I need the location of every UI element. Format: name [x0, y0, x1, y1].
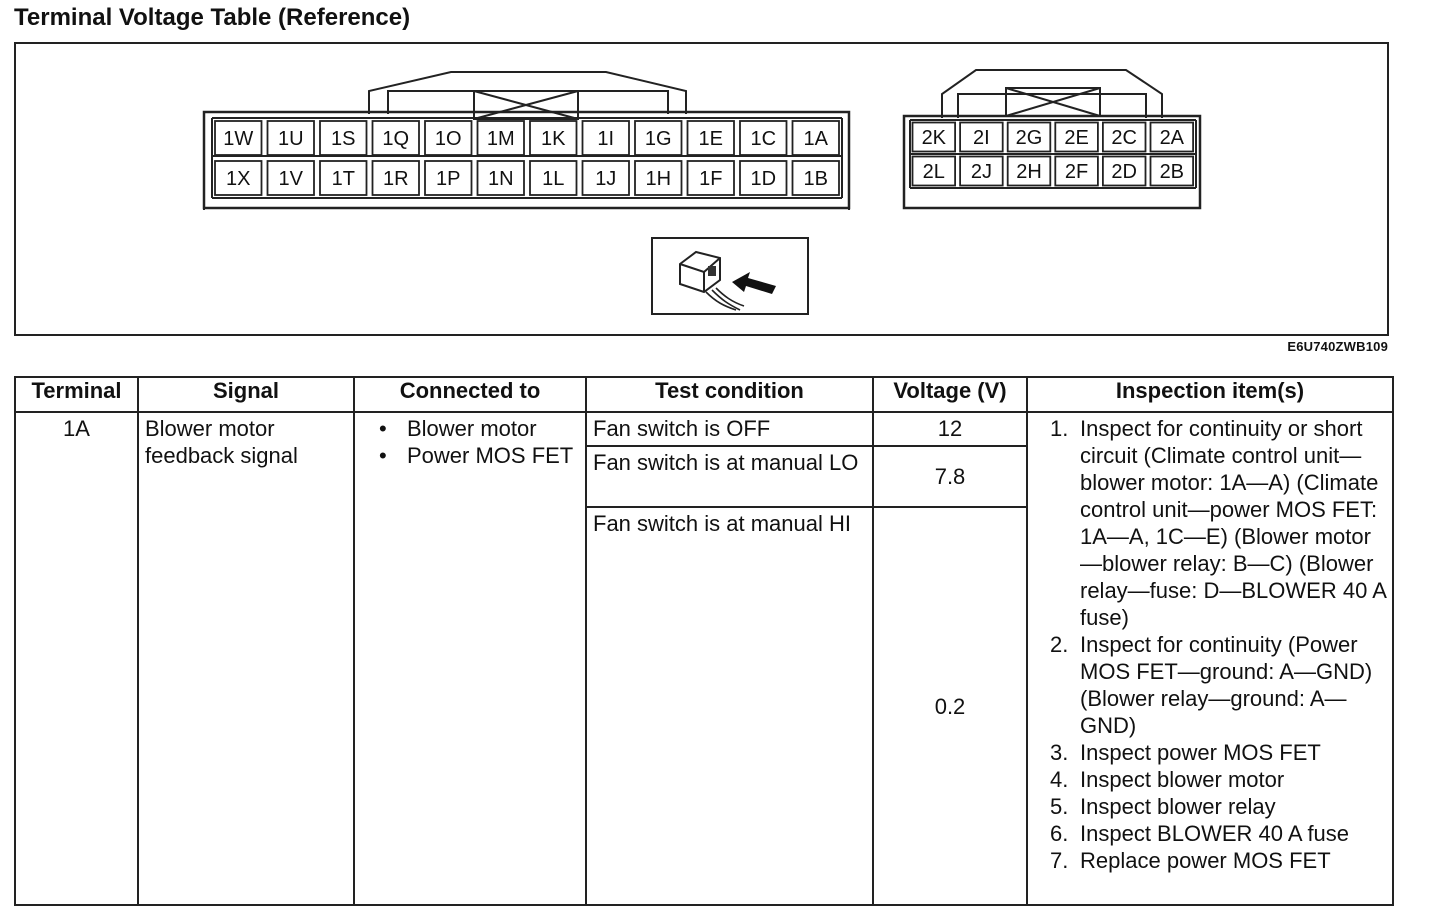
pin-label: 1H — [645, 168, 672, 190]
harness-view-icon — [652, 238, 808, 314]
test-condition-cell: Fan switch is OFF — [586, 412, 873, 446]
pin-label: 2E — [1064, 127, 1089, 149]
pin-label: 1U — [277, 128, 304, 150]
test-condition-cell: Fan switch is at manual HI — [586, 507, 873, 905]
pin-label: 2H — [1016, 161, 1042, 183]
pin-label: 1A — [803, 128, 828, 150]
pin-label: 2K — [921, 127, 947, 149]
pin-label: 1P — [436, 168, 461, 190]
pin-label: 1X — [226, 168, 251, 190]
pin-label: 1R — [382, 168, 409, 190]
inspection-cell — [1027, 412, 1393, 905]
pin-label: 1D — [750, 168, 777, 190]
pin-label: 1M — [486, 128, 515, 150]
pin-label: 2J — [970, 161, 992, 183]
page-title: Terminal Voltage Table (Reference) — [14, 4, 411, 31]
list-item: • Blower motor — [379, 415, 579, 442]
header-signal: Signal — [138, 377, 354, 412]
list-item: 5. Inspect blower relay — [1050, 794, 1276, 819]
connected-list — [361, 415, 579, 469]
pin-label: 1V — [278, 168, 303, 190]
pin-label: 1O — [434, 128, 462, 150]
pin-label: 2B — [1159, 161, 1185, 183]
voltage-cell: 0.2 — [873, 507, 1027, 905]
table-row — [15, 412, 1393, 446]
pin-label: 1S — [331, 128, 356, 150]
pin-label: 1I — [597, 128, 615, 150]
table-header-row — [15, 377, 1393, 412]
header-voltage: Voltage (V) — [873, 377, 1027, 412]
pin-label: 2D — [1111, 161, 1137, 183]
pin-label: 1F — [699, 168, 723, 190]
header-connected-to: Connected to — [354, 377, 586, 412]
list-item: • Power MOS FET — [379, 442, 579, 469]
list-item: 4. Inspect blower motor — [1050, 767, 1285, 792]
header-inspection-items: Inspection item(s) — [1027, 377, 1393, 412]
pin-label: 1G — [644, 128, 672, 150]
pin-label: 1W — [223, 128, 254, 150]
list-item: 1. Inspect for continuity or short circuit (Climate control unit—blower motor: 1A—A) (Climate control unit—power MOS FET: 1A—A, 1C—E) (Blower motor—blower relay: B—C) (Blower relay—fuse: D—BLOWER 40 A fuse) — [1050, 416, 1386, 630]
pin-label: 2F — [1064, 161, 1089, 183]
voltage-cell: 7.8 — [873, 446, 1027, 507]
pin-label: 1B — [803, 168, 828, 190]
test-condition-cell: Fan switch is at manual LO — [586, 446, 873, 507]
pin-label: 1J — [595, 168, 617, 190]
pin-label: 1E — [698, 128, 723, 150]
list-item: 6. Inspect BLOWER 40 A fuse — [1050, 821, 1350, 846]
pin-label: 1N — [487, 168, 514, 190]
pin-label: 2A — [1159, 127, 1185, 149]
connected-to-cell — [354, 412, 586, 905]
pin-label: 1C — [750, 128, 777, 150]
header-terminal: Terminal — [15, 377, 138, 412]
pin-label: 2C — [1111, 127, 1137, 149]
pin-label: 1K — [541, 128, 566, 150]
figure-code: E6U740ZWB109 — [1287, 339, 1388, 354]
pin-label: 1T — [331, 168, 355, 190]
list-item: 2. Inspect for continuity (Power MOS FET—ground: A—GND) (Blower relay—ground: A—GND) — [1050, 632, 1373, 738]
terminal-cell: 1A — [15, 412, 138, 905]
inspection-list — [1034, 415, 1386, 874]
connector-diagram — [14, 42, 1389, 336]
header-test-condition: Test condition — [586, 377, 873, 412]
signal-cell: Blower motor feedback signal — [138, 412, 354, 905]
pin-label: 2L — [922, 161, 945, 183]
terminal-voltage-table — [14, 376, 1394, 906]
connector-drawing — [16, 44, 1387, 334]
voltage-cell: 12 — [873, 412, 1027, 446]
pin-label: 1L — [542, 168, 565, 190]
list-item: 7. Replace power MOS FET — [1050, 848, 1331, 873]
list-item: 3. Inspect power MOS FET — [1050, 740, 1321, 765]
pin-label: 2G — [1015, 127, 1043, 149]
pin-label: 2I — [973, 127, 990, 149]
pin-label: 1Q — [382, 128, 410, 150]
